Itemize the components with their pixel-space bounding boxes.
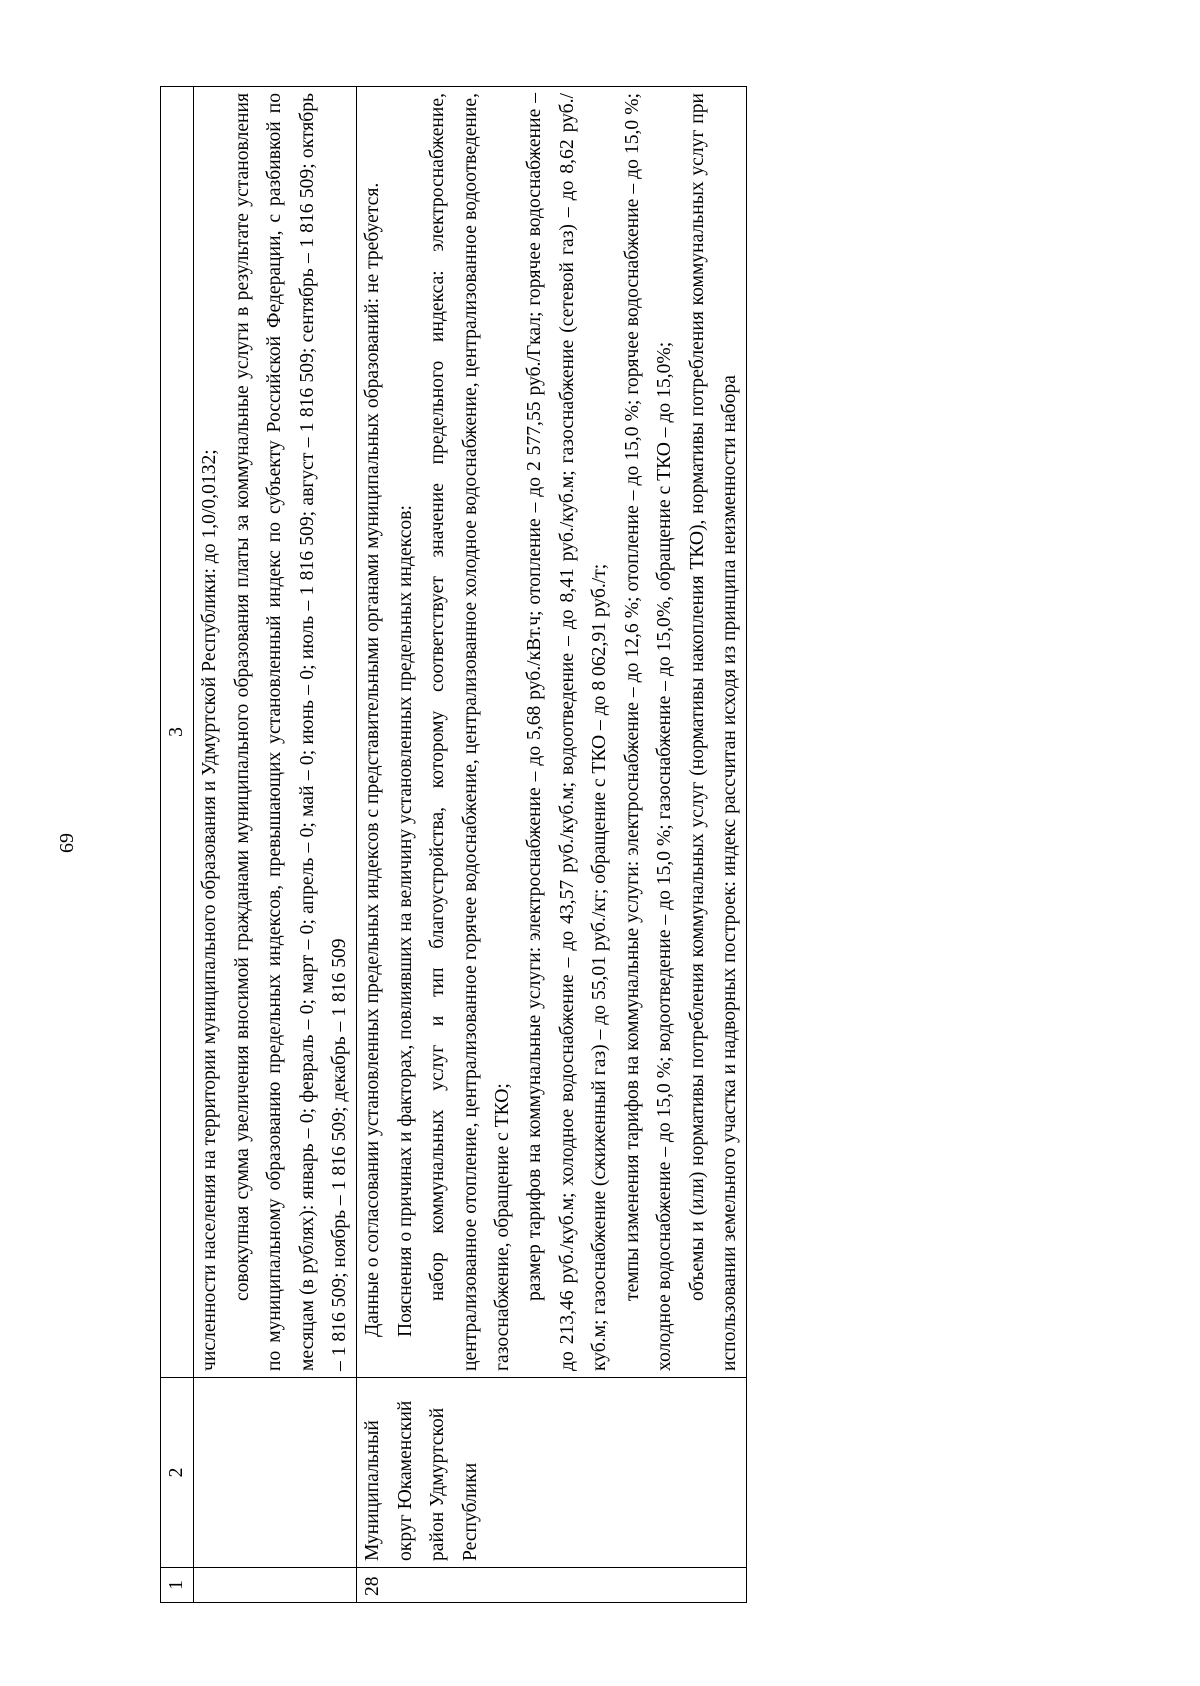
- table-header-row: [161, 87, 194, 1603]
- header-col-2: 2: [161, 1378, 194, 1568]
- paragraph: Пояснения о причинах и факторах, повлиявших на величину установленных предельных индексов:: [394, 505, 416, 1337]
- paragraph: численности населения на территории муниципального образования и Удмуртской Республики: до 1,0/0,0132;: [199, 449, 221, 1371]
- paragraph: совокупная сумма увеличения вносимой гражданами муниципального образования платы за коммунальные услуги в результате установления по муниципальному образованию предельных индексов, превышающих установленный индекс по субъекту Российской Федерации, с разбивкой по месяцам (в рублях): январь – 0; февраль – 0; март – 0; апрель – 0; май – 0; июнь – 0; июль – 1 816 509; август – 1 816 509; сентябрь – 1 816 509; октябрь – 1 816 509; ноябрь – 1 816 509; декабрь – 1 816 509: [231, 93, 351, 1371]
- paragraph: набор коммунальных услуг и тип благоустройства, которому соответствует значение предельного индекса: электроснабжение, централизованное отопление, централизованное горячее водоснабжение, централизованное холодное водоснабжение, централизованное водоотведение, газоснабжение, обращение с ТКО;: [427, 93, 514, 1371]
- municipality-cell: [194, 1378, 357, 1568]
- details-cell: [194, 87, 357, 1378]
- details-cell: [357, 87, 747, 1378]
- table-row-continued: [194, 87, 357, 1603]
- indices-table: [160, 86, 747, 1603]
- paragraph: размер тарифов на коммунальные услуги: электроснабжение – до 5,68 руб./кВт.ч; отопление – до 2 577,55 руб./Гкал; горячее водоснабжение – до 213,46 руб./куб.м; холодное водоснабжение – до 43,57 руб./куб.м; водоотведение – до 8,41 руб./куб.м; газоснабжение (сетевой газ) – до 8,62 руб./куб.м; газоснабжение (сжиженный газ) – до 55,01 руб./кг; обращение с ТКО – до 8 062,91 руб./т;: [524, 93, 611, 1371]
- paragraph: объемы и (или) нормативы потребления коммунальных услуг (нормативы накопления ТКО), нормативы потребления коммунальных услуг при использовании земельного участка и надворных построек: индекс рассчитан исходя из принципа неизменности набора: [686, 93, 740, 1371]
- rotated-page: [160, 87, 1120, 1603]
- paragraph: Данные о согласовании установленных предельных индексов с представительными органами муниципальных образований: не требуется.: [362, 182, 384, 1337]
- page-number: 69: [56, 833, 78, 853]
- municipality-cell: Муниципальный округ Юкаменский район Удмуртской Республики: [357, 1378, 747, 1568]
- paragraph: темпы изменения тарифов на коммунальные услуги: электроснабжение – до 12,6 %; отопление – до 15,0 %; горячее водоснабжение – до 15,0 %; холодное водоснабжение – до 15,0 %; водоотведение – до 15,0 %; газоснабжение – до 15,0%, обращение с ТКО – до 15,0%;: [621, 93, 676, 1371]
- row-number-cell: [194, 1568, 357, 1603]
- header-col-1: 1: [161, 1568, 194, 1603]
- row-number-cell: 28: [357, 1568, 747, 1603]
- header-col-3: 3: [161, 87, 194, 1378]
- table-row-28: [357, 87, 747, 1603]
